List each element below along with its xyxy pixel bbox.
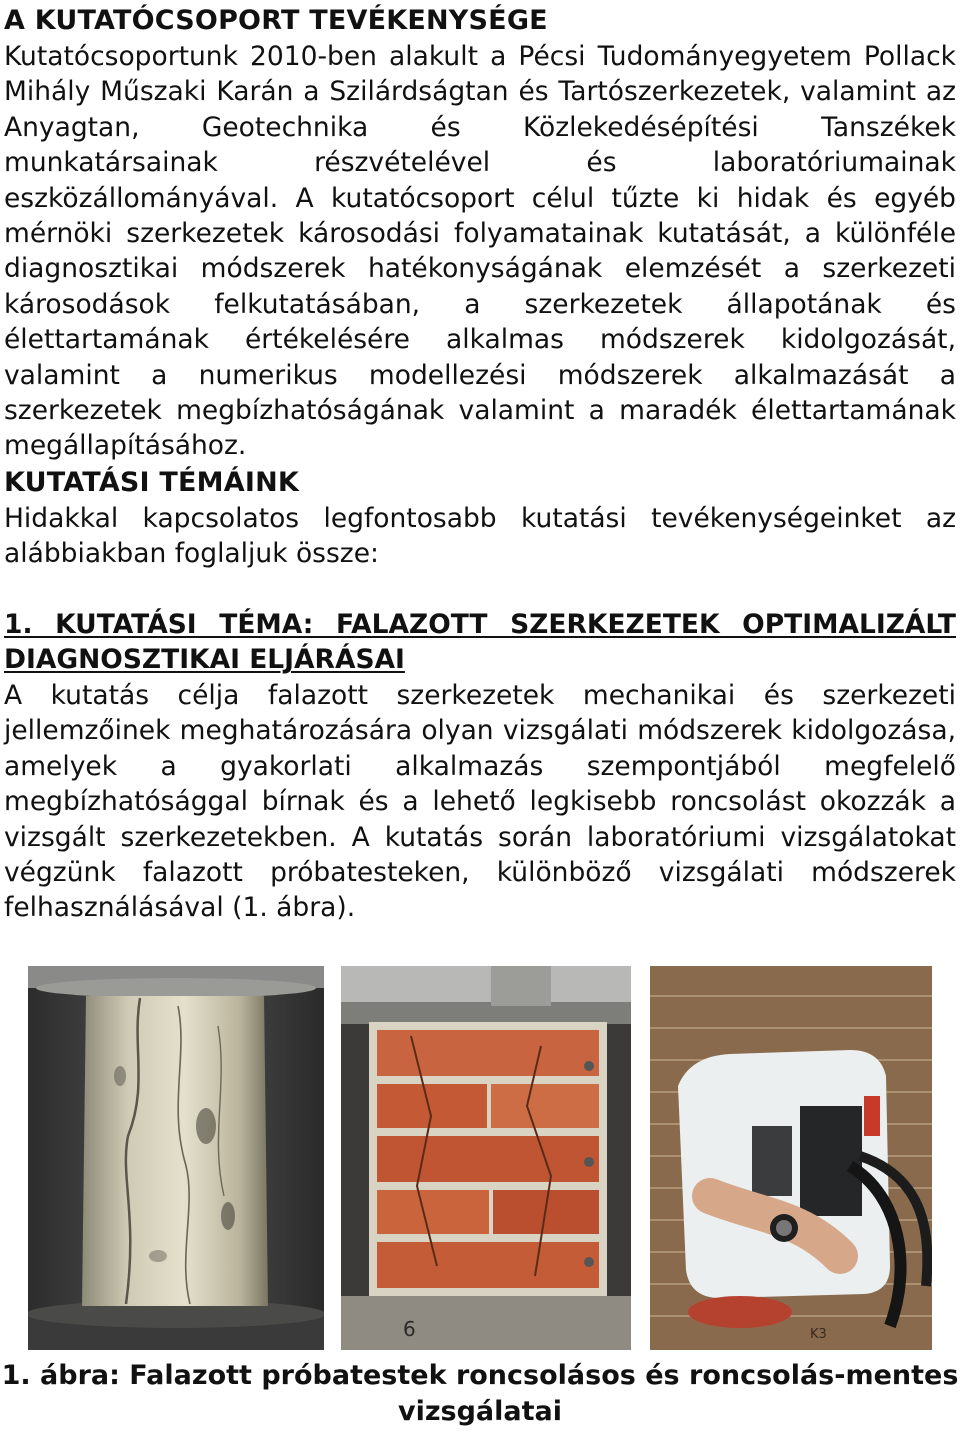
ndt-device-image (650, 966, 932, 1350)
cylinder-specimen-image (28, 966, 324, 1350)
photo-cylinder-compression-test (28, 966, 324, 1350)
photo-masonry-specimen-test (341, 966, 631, 1350)
section-title-topics: KUTATÁSI TÉMÁINK (4, 467, 299, 498)
topic-1-title: 1. KUTATÁSI TÉMA: FALAZOTT SZERKEZETEK OPTIMALIZÁLT DIAGNOSZTIKAI ELJÁRÁSAI (4, 609, 956, 676)
photo-nondestructive-device-test (650, 966, 932, 1350)
paragraph-activity: Kutatócsoportunk 2010-ben alakult a Pécsi Tudományegyetem Pollack Mihály Műszaki Karán a Szilárdságtan és Tartószerkezetek, valamint az Anyagtan, Geotechnika és Közlekedésépítési Tanszékek munkatársainak részvételével és laboratóriumainak eszközállományával. A kutatócsoport célul tűzte ki hidak és egyéb mérnöki szerkezetek károsodási folyamatainak kutatását, a különféle diagnosztikai módszerek hatékonyságának elemzését a szerkezeti károsodások felkutatásában, a szerkezetek állapotának és élettartamának értékelésére alkalmas módszerek kidolgozását, valamint a numerikus modellezési módszerek alkalmazását a szerkezetek megbízhatóságának valamint a maradék élettartamának megállapításához. (4, 41, 956, 462)
specimen-number-label: 6 (403, 1317, 416, 1341)
figure-1-caption: 1. ábra: Falazott próbatestek roncsolásos és roncsolás-mentes vizsgálatai (1, 1360, 959, 1427)
figure-1-photos (28, 966, 932, 1350)
paragraph-topics: Hidakkal kapcsolatos legfontosabb kutatási tevékenységeinket az alábbiakban foglaljuk össze: (4, 503, 956, 570)
paragraph-topic-1: A kutatás célja falazott szerkezetek mechanikai és szerkezeti jellemzőinek meghatározására olyan vizsgálati módszerek kidolgozása, amelyek a gyakorlati alkalmazás szempontjából megfelelő megbízhatósággal bírnak és a lehető legkisebb roncsolást okozzák a vizsgált szerkezetekben. A kutatás során laboratóriumi vizsgálatokat végzünk falazott próbatesteken, különböző vizsgálati módszerek felhasználásával (1. ábra). (4, 680, 956, 924)
masonry-specimen-image (341, 966, 631, 1350)
wall-mark-label: K3 (810, 1327, 827, 1342)
section-title-activity: A KUTATÓCSOPORT TEVÉKENYSÉGE (4, 5, 548, 36)
